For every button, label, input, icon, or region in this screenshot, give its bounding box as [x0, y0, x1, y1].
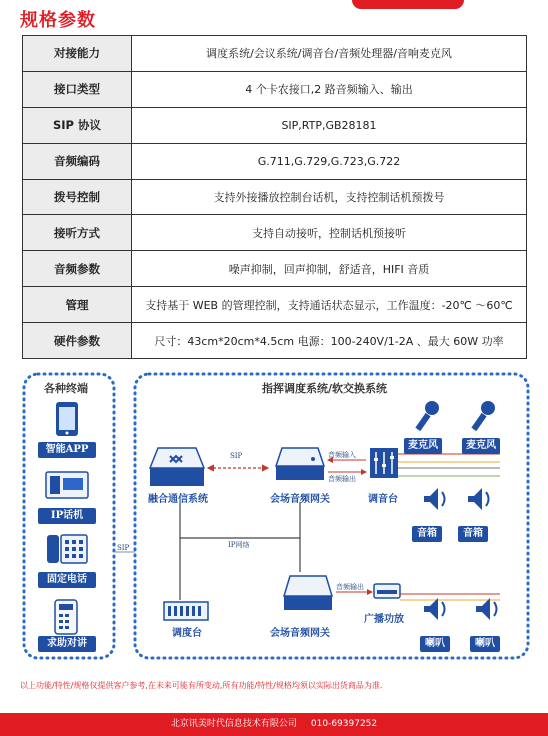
speaker-2-icon	[468, 488, 489, 510]
fusion-comm-label: 融合通信系统	[148, 494, 208, 505]
spec-key: 拨号控制	[23, 179, 132, 215]
spec-row	[23, 71, 527, 107]
system-title: 指挥调度系统/软交换系统	[262, 382, 388, 395]
speaker-2-label: 音箱	[458, 526, 488, 542]
terminal-label-landline: 固定电话	[38, 572, 96, 588]
spec-value: 支持自动接听，控制话机预接听	[132, 215, 527, 251]
system-diagram	[0, 368, 548, 668]
terminal-label-app: 智能APP	[38, 442, 96, 458]
speaker-1-label: 音箱	[412, 526, 442, 542]
gateway-bottom-label: 会场音频网关	[270, 628, 330, 639]
fusion-comm-device-icon	[150, 448, 204, 486]
spec-value: 噪声抑制，回声抑制，舒适音，HIFI 音质	[132, 251, 527, 287]
disclaimer: 以上功能/特性/规格仅提供客户参考,在未来可能有所变动,所有功能/特性/规格均须以实际出货商品为准.	[20, 681, 383, 690]
spec-key: 接听方式	[23, 215, 132, 251]
footer-company: 北京讯美时代信息技术有限公司	[170, 719, 297, 729]
spec-value: 尺寸：43cm*20cm*4.5cm 电源：100-240V/1-2A 、最大 60W 功率	[132, 323, 527, 359]
spec-row	[23, 143, 527, 179]
horn-1-label: 喇叭	[420, 636, 450, 652]
microphone-1-icon	[415, 401, 439, 431]
dispatch-console-icon	[164, 602, 208, 620]
mixer-label: 调音台	[368, 494, 398, 505]
spec-key: 硬件参数	[23, 323, 132, 359]
amplifier-icon	[374, 584, 400, 598]
page-title: 规格参数	[20, 10, 96, 31]
spec-value: SIP,RTP,GB28181	[132, 107, 527, 143]
spec-key: 音频编码	[23, 143, 132, 179]
landline-phone-icon	[47, 535, 87, 563]
gateway-top-label: 会场音频网关	[270, 494, 330, 505]
spec-value: 支持基于 WEB 的管理控制，支持通话状态显示，工作温度：-20℃ ～60℃	[132, 287, 527, 323]
speaker-1-icon	[424, 488, 445, 510]
spec-value: 调度系统/会议系统/调音台/音频处理器/音响麦克风	[132, 36, 527, 72]
sip-label-top: SIP	[230, 452, 243, 460]
terminal-label-intercom: 求助对讲	[38, 636, 96, 652]
sip-label-left: SIP	[117, 544, 130, 552]
footer	[0, 713, 548, 736]
spec-key: SIP 协议	[23, 107, 132, 143]
spec-row	[23, 215, 527, 251]
spec-row	[23, 323, 527, 359]
spec-row	[23, 287, 527, 323]
microphone-2-icon	[471, 401, 495, 431]
audio-out-top-label: 音频输出	[328, 475, 356, 483]
spec-row	[23, 251, 527, 287]
horn-2-label: 喇叭	[470, 636, 500, 652]
spec-key: 接口类型	[23, 71, 132, 107]
ip-network-label: IP网络	[228, 541, 250, 549]
spec-key: 管理	[23, 287, 132, 323]
ip-phone-icon	[46, 472, 88, 498]
spec-row	[23, 179, 527, 215]
footer-phone: 010-69397252	[310, 719, 378, 729]
audio-gateway-top-icon	[276, 448, 324, 480]
spec-table	[22, 35, 527, 359]
intercom-icon	[55, 600, 77, 634]
amp-label: 广播功放	[364, 614, 404, 625]
spec-row	[23, 107, 527, 143]
audio-out-bottom-label: 音频输出	[336, 583, 364, 591]
smartphone-icon	[56, 402, 78, 436]
console-label: 调度台	[172, 628, 202, 639]
horn-1-icon	[424, 598, 445, 620]
horn-2-icon	[476, 598, 497, 620]
mic-1-label: 麦克风	[404, 438, 442, 454]
mic-2-label: 麦克风	[462, 438, 500, 454]
terminal-label-ip-phone: IP话机	[38, 508, 96, 524]
spec-key: 音频参数	[23, 251, 132, 287]
audio-in-label: 音频输入	[328, 451, 356, 459]
top-accent-bar	[352, 0, 464, 9]
spec-value: 支持外接播放控制台话机，支持控制话机预拨号	[132, 179, 527, 215]
spec-value: 4 个卡农接口,2 路音频输入、输出	[132, 71, 527, 107]
spec-key: 对接能力	[23, 36, 132, 72]
audio-gateway-bottom-icon	[284, 576, 332, 610]
spec-row	[23, 36, 527, 72]
spec-value: G.711,G.729,G.723,G.722	[132, 143, 527, 179]
terminals-title: 各种终端	[44, 382, 88, 395]
mixer-icon	[370, 448, 398, 478]
